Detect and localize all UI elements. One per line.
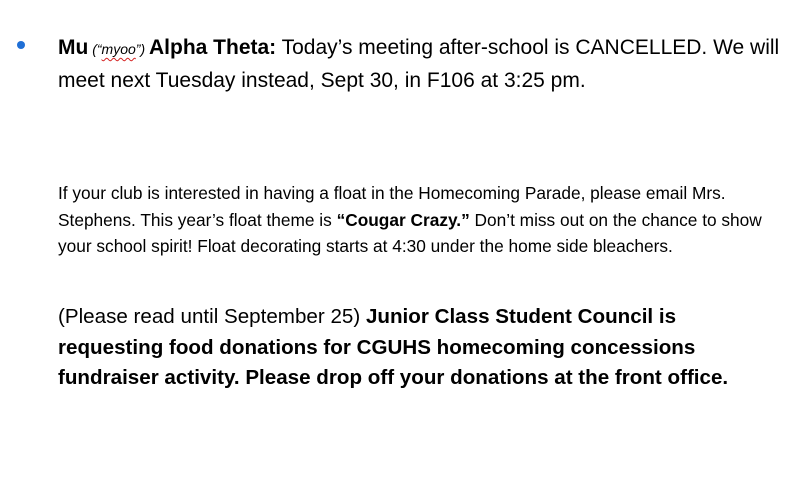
pron-open: (“: [88, 41, 102, 57]
pronunciation-note: [88, 41, 149, 57]
pronunciation-word: myoo: [101, 41, 136, 57]
bullet-icon: [17, 41, 25, 49]
club-name-suffix: Alpha Theta:: [149, 36, 277, 59]
float-theme: “Cougar Crazy.”: [336, 209, 470, 230]
donation-request: Junior Class Student Council is requesting food donations for CGUHS homecoming concessions fundraiser activity. Please drop off your donations at the front office.: [58, 305, 729, 389]
announcement-mu-alpha-theta: [58, 32, 782, 96]
announcement-text: Today’s meeting after-school is CANCELLED. We will meet next Tuesday instead, Sept 30, in F106 at 3:25 pm.: [58, 36, 780, 92]
read-until-note: (Please read until September 25): [58, 305, 366, 328]
announcement-junior-class-council: [58, 302, 782, 394]
float-text-before: If your club is interested in having a float in the Homecoming Parade, please email Mrs. Stephens. This year’s float theme is: [58, 183, 726, 230]
club-name-prefix: Mu: [58, 36, 89, 59]
pron-close: ”): [135, 41, 149, 57]
announcement-homecoming-float: [58, 180, 782, 260]
float-text-after: Don’t miss out on the chance to show your school spirit! Float decorating starts at 4:30 under the home side bleachers.: [58, 209, 762, 256]
